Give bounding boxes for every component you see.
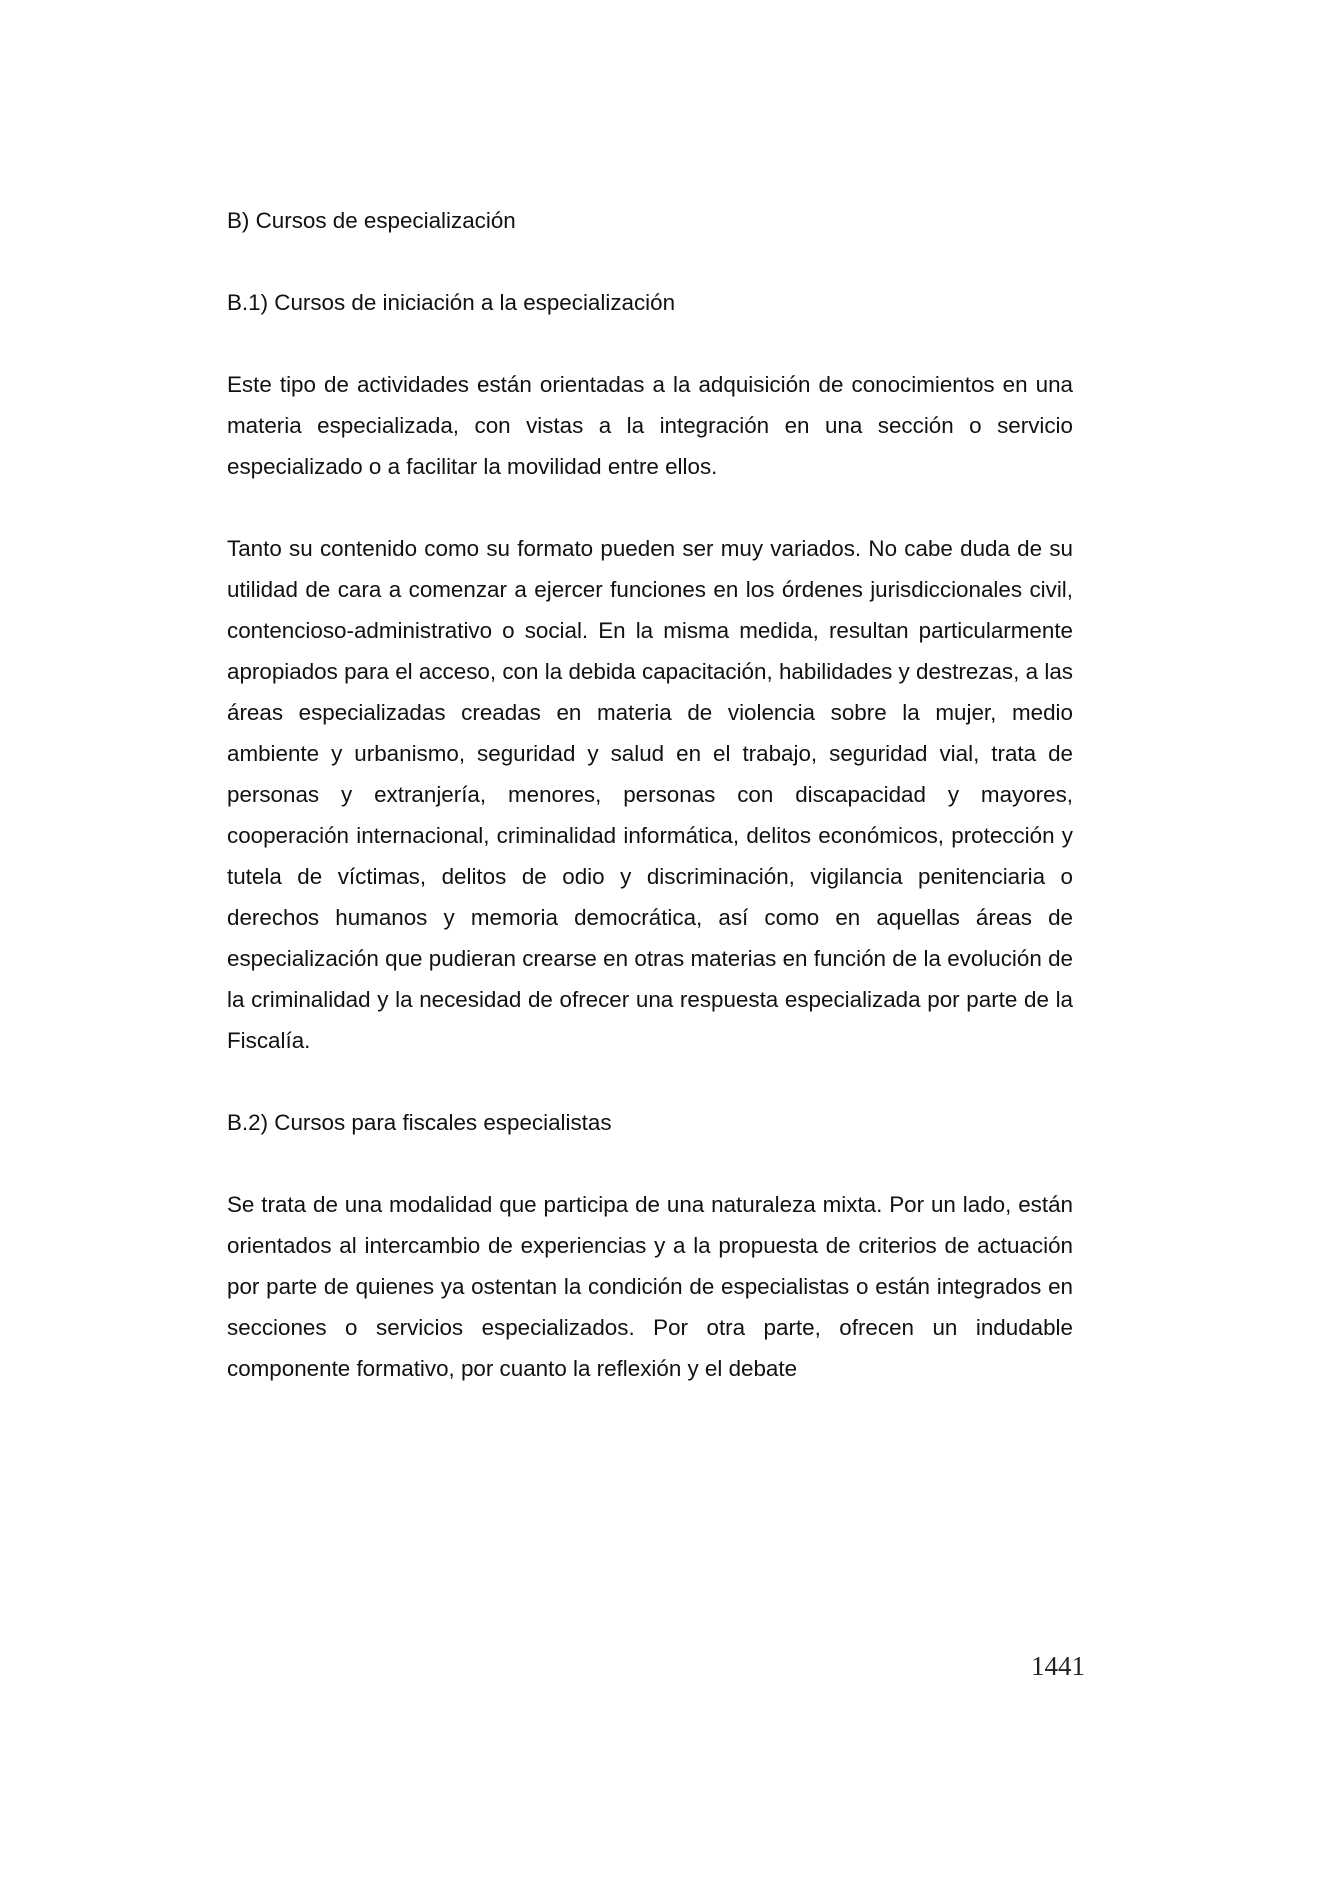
spacer [227,487,1073,528]
subsection-2-paragraph-1: Se trata de una modalidad que participa de una naturaleza mixta. Por un lado, están orientados al intercambio de experiencias y a la propuesta de criterios de actuación por parte de quienes ya ostentan la condición de especialistas o están integrados en secciones o servicios especializados. Por otra parte, ofrecen un indudable componente formativo, por cuanto la reflexión y el debate [227,1192,1073,1381]
spacer [227,323,1073,364]
subsection-1-paragraph-1: Este tipo de actividades están orientadas a la adquisición de conocimientos en una materia especializada, con vistas a la integración en una sección o servicio especializado o a facilitar la movilidad entre ellos. [227,372,1073,479]
page-body [227,200,1073,1389]
spacer [227,1061,1073,1102]
section-heading: B) Cursos de especialización [227,208,516,233]
subsection-1-paragraph-2: Tanto su contenido como su formato pueden ser muy variados. No cabe duda de su utilidad de cara a comenzar a ejercer funciones en los órdenes jurisdiccionales civil, contencioso-administrativo o social. En la misma medida, resultan particularmente apropiados para el acceso, con la debida capacitación, habilidades y destrezas, a las áreas especializadas creadas en materia de violencia sobre la mujer, medio ambiente y urbanismo, seguridad y salud en el trabajo, seguridad vial, trata de personas y extranjería, menores, personas con discapacidad y mayores, cooperación internacional, criminalidad informática, delitos económicos, protección y tutela de víctimas, delitos de odio y discriminación, vigilancia penitenciaria o derechos humanos y memoria democrática, así como en aquellas áreas de especialización que pudieran crearse en otras materias en función de la evolución de la criminalidad y la necesidad de ofrecer una respuesta especializada por parte de la Fiscalía. [227,536,1073,1053]
page-number: 1441 [1031,1651,1085,1681]
subsection-1-heading: B.1) Cursos de iniciación a la especialización [227,290,676,315]
subsection-2-heading: B.2) Cursos para fiscales especialistas [227,1110,612,1135]
spacer [227,1143,1073,1184]
spacer [227,241,1073,282]
